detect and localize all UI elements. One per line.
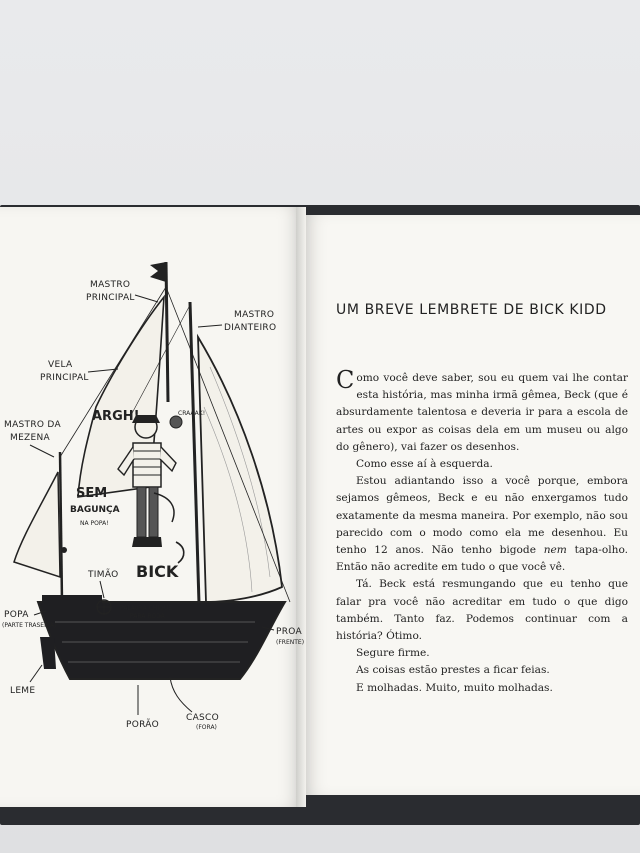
ship-illustration — [0, 207, 306, 807]
label-palavra-2: PARA RODA — [130, 613, 165, 620]
label-mastro-principal-1: MASTRO — [90, 280, 131, 290]
label-vela-principal-1: VELA — [48, 360, 73, 370]
paragraph-3-emphasis: nem — [543, 544, 567, 557]
label-bagunca: BAGUNÇA — [70, 505, 120, 515]
paragraph-1 — [336, 366, 628, 456]
label-mastro-principal-2: PRINCIPAL — [86, 293, 135, 303]
label-mastro-mezena-1: MASTRO DA — [4, 420, 61, 430]
main-mast — [166, 262, 168, 402]
label-argh: ARGH! — [92, 409, 140, 424]
label-vela-principal-2: PRINCIPAL — [40, 373, 89, 383]
label-proa-sub: (FRENTE) — [276, 639, 305, 646]
spider-icon — [61, 547, 67, 553]
label-mastro-dianteiro-1: MASTRO — [234, 310, 275, 320]
chapter-body — [336, 366, 629, 697]
paragraph-3-text-a: Estou adiantando isso a você porque, embora sejamos gêmeos, Beck e eu não enxergamos tudo exatamente da mesma maneira. Por exemplo, não sou parecido com o modo como ela me desenhou. Eu tenho 12 anos. Não tenho bigode — [336, 475, 628, 557]
mizzen-sail — [14, 472, 60, 577]
label-casco-sub: (FORA) — [196, 724, 217, 731]
label-bick: BICK — [136, 562, 179, 581]
rudder — [40, 637, 56, 669]
label-porao: PORÃO — [126, 720, 159, 730]
paragraph-2: Como esse aí à esquerda. — [356, 458, 493, 471]
label-palavra-1: PALAVRA CHIQUE — [120, 605, 172, 612]
label-mastro-dianteiro-2: DIANTEIRO — [224, 323, 277, 333]
label-craaak: CRAAAK! — [178, 410, 206, 417]
flag-icon — [150, 262, 166, 282]
paragraph-3-text-b: tapa-olho. Então não acredite em tudo o que você vê. — [336, 544, 629, 574]
drop-cap: C — [336, 366, 355, 394]
fore-sail — [198, 337, 282, 602]
paragraph-4: Tá. Beck está resmungando que eu tenho que falar pra você não acreditar em tudo o que digo também. Tanto faz. Podemos continuar com a história? Ótimo. — [336, 578, 628, 643]
mizzen-mast — [60, 452, 62, 602]
label-na-popa: NA POPA! — [80, 520, 109, 527]
label-leme: LEME — [10, 686, 36, 696]
paragraph-6: As coisas estão prestes a ficar feias. — [356, 664, 550, 677]
paragraph-5: Segure firme. — [356, 647, 430, 660]
paragraph-1-text: omo você deve saber, sou eu quem vai lhe contar esta história, mas minha irmã gêmea, Beck (que é absurdamente talentosa e deveria ir para a escola de artes ou expor as coisas dela em um museu ou algo do gênero), vai fazer os desenhos. — [336, 372, 628, 453]
label-proa: PROA — [276, 627, 302, 637]
label-sem: SEM — [76, 486, 108, 501]
label-timao: TIMÃO — [88, 570, 119, 580]
paragraph-7: E molhadas. Muito, muito molhadas. — [356, 681, 553, 694]
label-popa-sub: (PARTE TRASEIRA) — [2, 622, 57, 629]
chapter-title: UM BREVE LEMBRETE DE BICK KIDD — [336, 302, 607, 318]
label-casco: CASCO — [186, 713, 220, 723]
paragraph-3 — [336, 473, 628, 576]
label-popa: POPA — [4, 610, 29, 620]
label-mastro-mezena-2: MEZENA — [10, 433, 50, 443]
